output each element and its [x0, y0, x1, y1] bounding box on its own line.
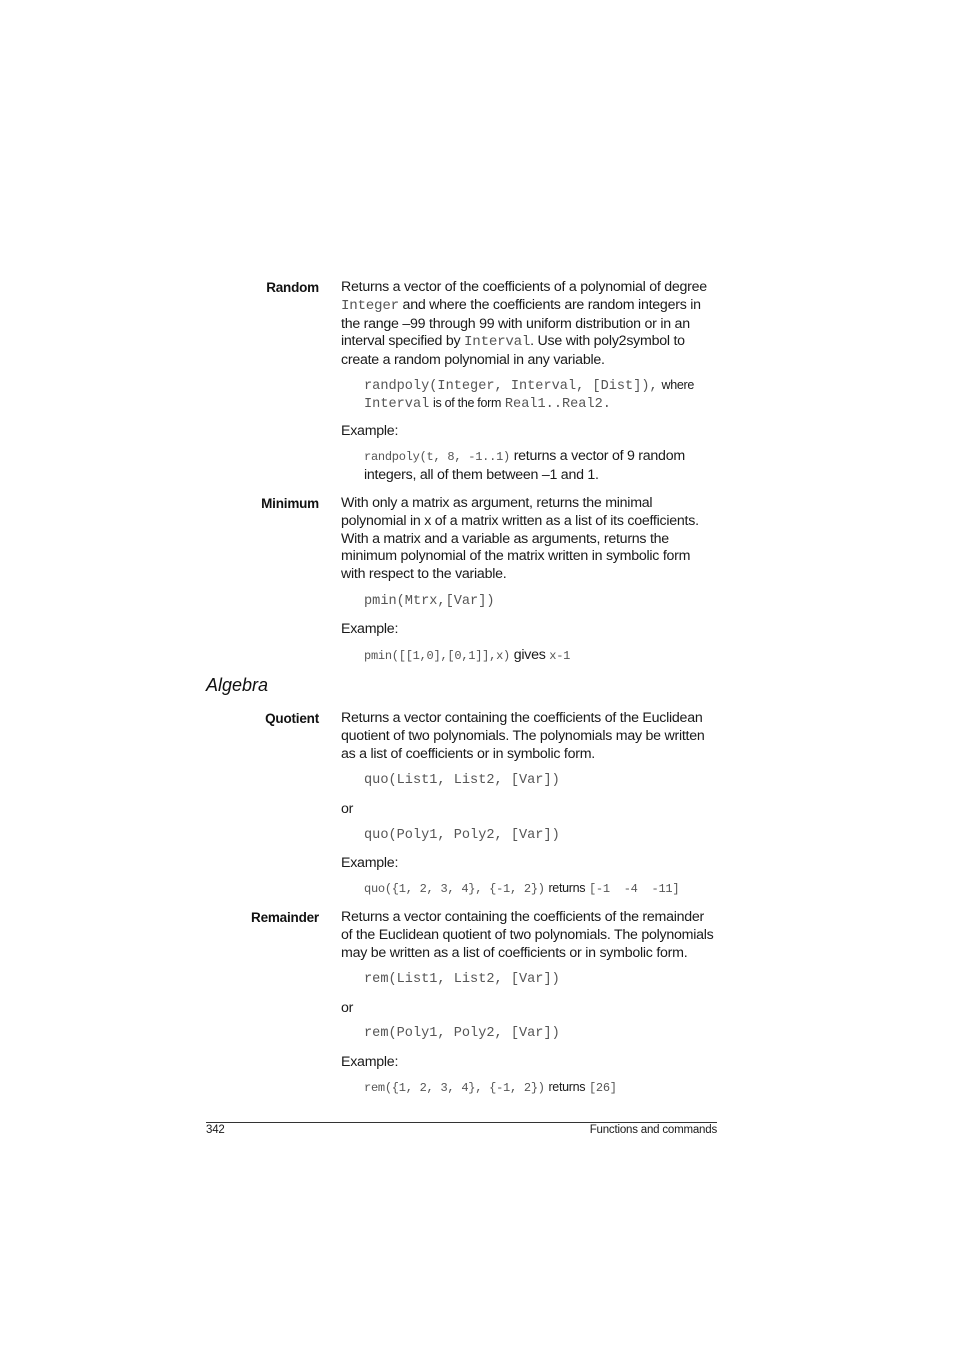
quotient-syntax-2: quo(Poly1, Poly2, [Var]) [364, 828, 560, 843]
desc-line: may be written as a list of coefficients or in symbolic form. [341, 944, 688, 961]
minimum-example-label: Example: [341, 621, 399, 637]
example-result: [-1 -4 -11] [588, 882, 680, 896]
example-code: randpoly(t, 8, -1..1) [364, 450, 510, 464]
example-text: returns [548, 881, 586, 895]
desc-line [341, 297, 719, 316]
desc-line: With only a matrix as argument, returns the minimal [341, 495, 653, 511]
quotient-description [341, 710, 719, 763]
desc-text: and where the coefficients are random integers in [398, 296, 701, 313]
desc-line: with respect to the variable. [341, 566, 507, 583]
desc-line: polynomial in x of a matrix written as a list of its coefficients. [341, 512, 699, 529]
random-example [364, 448, 724, 485]
desc-line: quotient of two polynomials. The polynomials may be written [341, 727, 705, 744]
example-text: integers, all of them between –1 and 1. [364, 466, 599, 483]
term-quotient: Quotient [265, 711, 319, 726]
syntax-code: randpoly(Integer, Interval, [Dist]), [364, 379, 658, 394]
syntax-code: Interval [364, 397, 430, 412]
example-text: returns a vector of 9 random [513, 448, 685, 464]
remainder-or: or [341, 1000, 354, 1016]
minimum-syntax: pmin(Mtrx,[Var]) [364, 594, 495, 609]
random-description [341, 279, 719, 370]
desc-text: interval specified by [341, 333, 465, 350]
inline-code: Integer [341, 297, 399, 314]
syntax-code: Real1..Real2. [504, 397, 611, 412]
term-random: Random [266, 280, 319, 295]
footer-rule [206, 1122, 717, 1123]
example-result: [26] [588, 1081, 617, 1095]
inline-code: Interval [464, 334, 531, 351]
remainder-description [341, 909, 719, 962]
example-code: rem({1, 2, 3, 4}, {-1, 2}) [364, 1081, 545, 1095]
minimum-description [341, 495, 719, 584]
remainder-example-label: Example: [341, 1054, 399, 1070]
syntax-text: is of the form [433, 396, 502, 410]
example-code: quo({1, 2, 3, 4}, {-1, 2}) [364, 882, 545, 896]
minimum-example [364, 647, 724, 666]
remainder-syntax-2: rem(Poly1, Poly2, [Var]) [364, 1026, 560, 1041]
section-title: Algebra [206, 675, 269, 695]
desc-line: as a list of coefficients or in symbolic form. [341, 745, 595, 762]
example-code: pmin([[1,0],[0,1]],x) [364, 649, 510, 663]
desc-line: create a random polynomial in any variable. [341, 352, 605, 369]
example-text: gives [513, 647, 546, 663]
desc-line [341, 333, 719, 352]
term-minimum: Minimum [261, 496, 319, 511]
example-text: returns [548, 1080, 586, 1094]
quotient-example [364, 880, 724, 899]
desc-text: . Use with poly2symbol to [530, 333, 685, 350]
remainder-example [364, 1079, 724, 1098]
quotient-example-label: Example: [341, 855, 399, 871]
desc-line: of the Euclidean quotient of two polynomials. The polynomials [341, 926, 714, 943]
quotient-or: or [341, 801, 354, 817]
syntax-text: where [661, 378, 695, 392]
desc-line: minimum polynomial of the matrix written in symbolic form [341, 548, 691, 565]
desc-line: Returns a vector of the coefficients of a polynomial of degree [341, 279, 707, 295]
quotient-syntax-1: quo(List1, List2, [Var]) [364, 773, 560, 788]
page-number: 342 [206, 1124, 225, 1136]
example-result: x-1 [549, 649, 571, 663]
desc-line: Returns a vector containing the coefficients of the Euclidean [341, 710, 703, 726]
remainder-syntax-1: rem(List1, List2, [Var]) [364, 972, 560, 987]
desc-line: Returns a vector containing the coefficients of the remainder [341, 909, 705, 925]
random-example-label: Example: [341, 423, 399, 439]
desc-line: With a matrix and a variable as arguments, returns the [341, 530, 669, 547]
term-remainder: Remainder [251, 910, 319, 925]
desc-line: the range –99 through 99 with uniform distribution or in an [341, 315, 690, 332]
chapter-title: Functions and commands [589, 1124, 717, 1136]
